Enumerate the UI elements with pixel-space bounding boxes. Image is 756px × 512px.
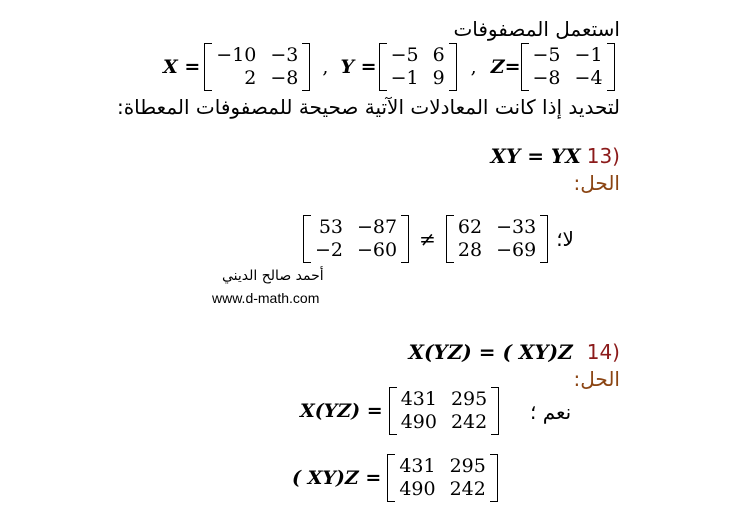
matrix-cell: −1	[390, 67, 419, 89]
matrix-cell: −8	[532, 67, 561, 89]
result-matrix	[389, 387, 500, 435]
watermark-url: www.d-math.com	[212, 290, 320, 306]
not-equal-sign: ≠	[419, 227, 436, 251]
matrix-cell: −10	[216, 44, 257, 66]
matrix-cell: −1	[574, 44, 603, 66]
matrix-cell: 490	[399, 478, 436, 500]
problem-13-answer-word: لا؛	[556, 227, 574, 251]
separator: ,	[470, 56, 477, 78]
matrix-cell: 62	[457, 216, 483, 238]
problem-13-answer	[303, 215, 574, 263]
problem-13-heading	[490, 144, 620, 168]
matrix-cell: 490	[400, 411, 437, 433]
problem-13-solution-label: الحل:	[573, 171, 620, 195]
matrix-cell: 295	[450, 388, 488, 410]
problem-14-heading	[408, 340, 620, 364]
intro-line2: لتحديد إذا كانت المعادلات الآتية صحيحة للمصفوفات المعطاة:	[116, 95, 620, 119]
problem-14-row1	[300, 387, 499, 435]
problem-14-equation: X(YZ) = ( XY)Z	[408, 340, 573, 364]
matrix-cell: 431	[399, 455, 436, 477]
matrix-z	[521, 43, 615, 91]
matrix-cell: 295	[449, 455, 486, 477]
problem-14-row2	[292, 454, 498, 502]
problem-14-number: 14)	[586, 340, 620, 364]
matrix-cell: −2	[315, 239, 344, 261]
matrix-definitions	[163, 43, 615, 91]
intro-line1: استعمل المصفوفات	[453, 17, 620, 41]
matrix-cell: −69	[496, 239, 537, 261]
matrix-cell: 6	[432, 44, 445, 66]
matrix-cell: −60	[357, 239, 398, 261]
z-label: Z=	[490, 56, 521, 78]
matrix-cell: −8	[270, 67, 299, 89]
matrix-cell: 53	[318, 216, 344, 238]
matrix-cell: −87	[357, 216, 398, 238]
x-label: X =	[163, 56, 201, 78]
matrix-cell: 9	[432, 67, 445, 89]
matrix-cell: −5	[390, 44, 419, 66]
row1-label: X(YZ) =	[300, 400, 383, 422]
y-label: Y =	[340, 56, 377, 78]
watermark-author: أحمد صالح الديني	[222, 268, 324, 284]
result-matrix	[303, 215, 409, 263]
problem-14-answer-word: نعم ؛	[530, 400, 572, 424]
matrix-cell: −3	[270, 44, 299, 66]
separator: ,	[322, 56, 329, 78]
row2-label: ( XY)Z =	[292, 467, 382, 489]
problem-14-solution-label: الحل:	[573, 367, 620, 391]
matrix-cell: 242	[449, 478, 486, 500]
matrix-cell: −5	[532, 44, 561, 66]
result-matrix	[387, 454, 498, 502]
matrix-cell: −4	[574, 67, 603, 89]
matrix-cell: 431	[400, 388, 437, 410]
matrix-cell: −33	[496, 216, 537, 238]
matrix-cell: 2	[244, 67, 257, 89]
matrix-x	[204, 43, 310, 91]
matrix-cell: 28	[457, 239, 483, 261]
problem-13-number: 13)	[586, 144, 620, 168]
problem-13-equation: XY = YX	[490, 144, 581, 168]
result-matrix	[446, 215, 548, 263]
matrix-cell: 242	[450, 411, 488, 433]
matrix-y	[379, 43, 457, 91]
